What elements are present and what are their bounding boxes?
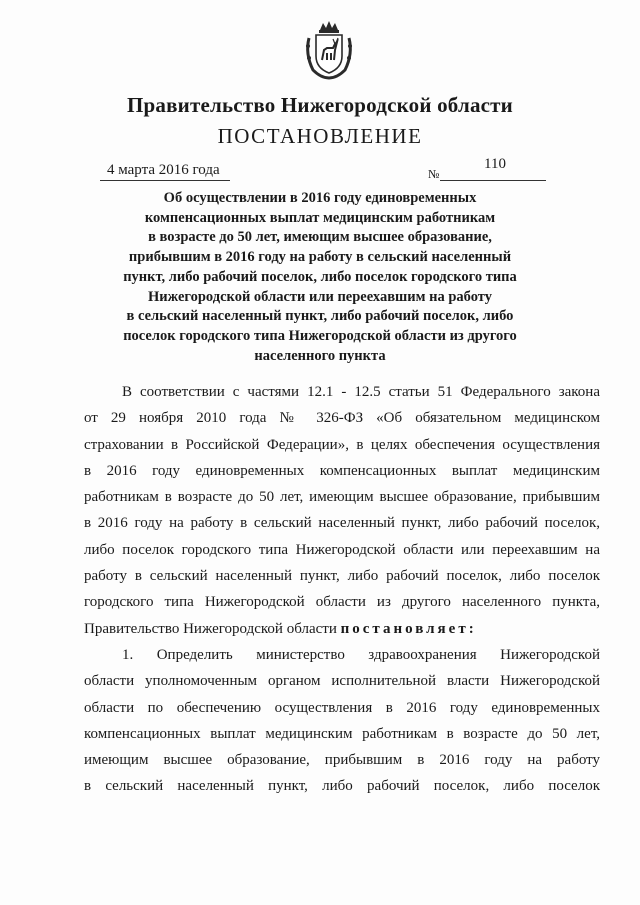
subject-line: прибывшим в 2016 году на работу в сельский населенный [128, 249, 512, 266]
subject-line: поселок городского типа Нижегородской области из другого [123, 327, 517, 344]
subject-line: пункт, либо рабочий поселок, либо поселок городского типа [123, 268, 517, 285]
document-number: 110 [484, 156, 506, 172]
subject-line: компенсационных выплат медицинским работникам [144, 209, 496, 226]
resolve-word: постановляет: [340, 620, 477, 637]
government-title: Правительство Нижегородской области [127, 93, 513, 117]
item-line: области по обеспечению осуществления в 2016 году единовременных [84, 699, 600, 716]
preamble-line: в 2016 году на работу в сельский населенный пункт, либо рабочий поселок, [84, 515, 600, 532]
preamble-line: в 2016 году единовременных компенсационных выплат медицинским [84, 462, 600, 479]
resolve-line [84, 616, 600, 642]
preamble-line: городского типа Нижегородской области из другого населенного пункта, [84, 594, 600, 611]
document-date: 4 марта 2016 года [107, 162, 220, 178]
document-body [84, 379, 600, 800]
document-type: ПОСТАНОВЛЕНИЕ [217, 124, 423, 148]
resolve-lead: Правительство Нижегородской области [84, 620, 341, 637]
number-sign: № [428, 167, 440, 181]
preamble-line: либо поселок городского типа Нижегородской области или переехавшим на [84, 541, 600, 558]
item-line: области уполномоченным органом исполнительной власти Нижегородской [84, 673, 600, 690]
item-line: имеющим высшее образование, прибывшим в 2016 году на работу [84, 752, 600, 769]
subject-line: населенного пункта [254, 347, 386, 364]
preamble-line: страховании в Российской Федерации», в целях обеспечения осуществления [84, 436, 600, 453]
item-line: в сельский населенный пункт, либо рабочий поселок, либо поселок [84, 778, 600, 795]
preamble-line: работникам в возрасте до 50 лет, имеющим высшее образование, прибывшим [84, 489, 600, 506]
item-line: 1. Определить министерство здравоохранения Нижегородской [122, 646, 600, 663]
subject-line: Об осуществлении в 2016 году единовременных [163, 190, 477, 206]
document-subject [100, 189, 540, 366]
number-underline [440, 180, 546, 181]
date-underline [100, 180, 230, 181]
subject-line: в возрасте до 50 лет, имеющим высшее образование, [148, 229, 492, 246]
preamble-line: от 29 ноября 2010 года № 326-ФЗ «Об обязательном медицинском [84, 410, 600, 427]
preamble-line: В соответствии с частями 12.1 - 12.5 статьи 51 Федерального закона [122, 384, 600, 400]
subject-line: в сельский населенный пункт, либо рабочий поселок, либо [126, 308, 514, 325]
coat-of-arms-icon [303, 20, 355, 80]
preamble-line: работу в сельский населенный пункт, либо рабочий поселок, либо поселок [84, 568, 600, 585]
subject-line: Нижегородской области или переехавшим на работу [148, 288, 492, 305]
item-line: компенсационных выплат медицинским работникам в возрасте до 50 лет, [84, 725, 600, 742]
